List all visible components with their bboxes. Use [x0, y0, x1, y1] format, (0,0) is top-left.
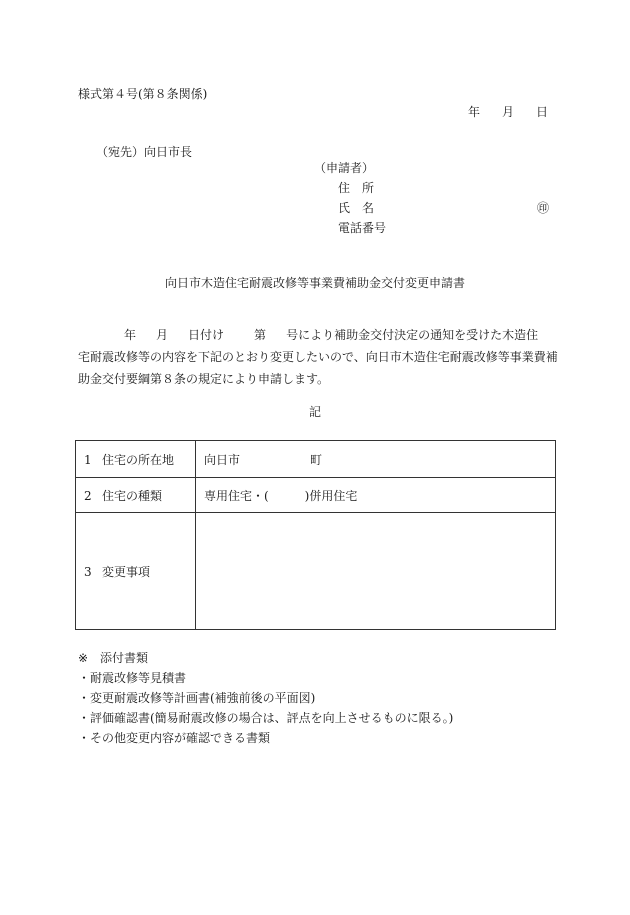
addressee: （宛先）向日市長 — [96, 145, 193, 159]
applicant-address — [338, 180, 386, 196]
items-table — [75, 440, 556, 630]
attachments-list — [78, 648, 453, 748]
change-details-cell[interactable] — [196, 513, 556, 630]
ki-heading: 記 — [308, 405, 321, 419]
list-item: ・評価確認書(簡易耐震改修の場合は、評点を向上させるものに限る。) — [78, 711, 454, 725]
table-row — [76, 513, 556, 630]
applicant-phone — [338, 220, 386, 236]
name-label: 氏 名 — [338, 201, 375, 215]
attachments-heading: ※ 添付書類 — [78, 651, 149, 665]
table-row — [76, 478, 556, 513]
applicant-heading: （申請者） — [314, 161, 375, 175]
form-number: 様式第４号(第８条関係) — [78, 87, 208, 101]
row-label: 2 住宅の種類 — [76, 478, 196, 513]
date-year: 年 — [468, 105, 481, 119]
list-item: ・変更耐震改修等計画書(補強前後の平面図) — [78, 691, 316, 705]
list-item: ・その他変更内容が確認できる書類 — [78, 731, 271, 745]
table-row — [76, 441, 556, 478]
document-title: 向日市木造住宅耐震改修等事業費補助金交付変更申請書 — [164, 276, 465, 290]
list-item: ・耐震改修等見積書 — [78, 671, 187, 685]
house-type-cell[interactable]: 専用住宅・( )併用住宅 — [196, 478, 556, 513]
body-line-3: 助金交付要綱第８条の規定により申請します。 — [78, 372, 330, 386]
location-cell[interactable]: 向日市 町 — [196, 441, 556, 478]
phone-label: 電話番号 — [338, 221, 387, 235]
date-month: 月 — [502, 105, 515, 119]
seal-mark: ㊞ — [537, 201, 550, 215]
body-line-1: 年 月 日付け 第 号により補助金交付決定の通知を受けた木造住 — [124, 328, 539, 342]
body-line-2: 宅耐震改修等の内容を下記のとおり変更したいので、向日市木造住宅耐震改修等事業費補 — [78, 350, 558, 364]
date-day: 日 — [536, 105, 549, 119]
date-line — [468, 104, 548, 120]
address-label: 住 所 — [338, 181, 375, 195]
row-label: 3 変更事項 — [76, 513, 196, 630]
applicant-name — [338, 200, 386, 216]
row-label: 1 住宅の所在地 — [76, 441, 196, 478]
body-paragraph — [78, 324, 558, 390]
